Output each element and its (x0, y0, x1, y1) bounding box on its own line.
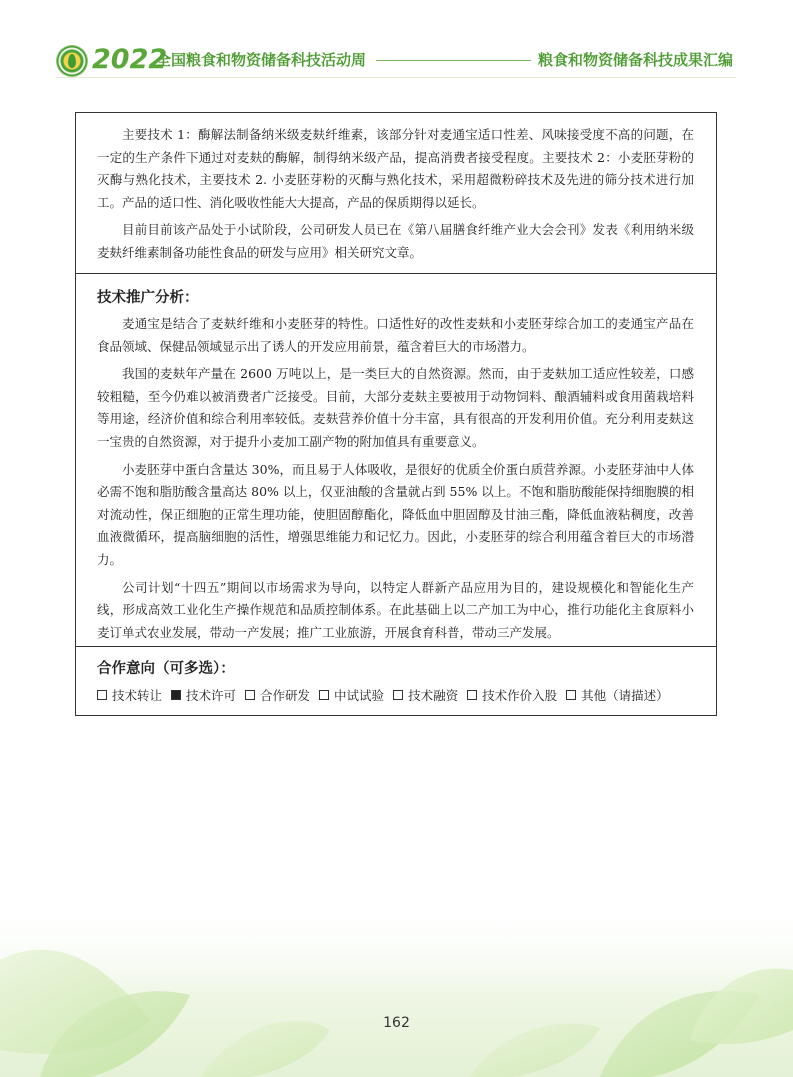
technology-description-section (76, 113, 716, 274)
option-tech-license[interactable] (171, 686, 236, 704)
paragraph: 公司计划“十四五”期间以市场需求为导向，以特定人群新产品应用为目的，建设规模化和智能化生产线，形成高效工业化生产操作规范和品质控制体系。在此基础上以二产加工为中心，推行功能化主食原料小麦订单式农业发展，带动一产发展；推广工业旅游，开展食育科普，带动三产发展。 (97, 579, 694, 640)
wheat-leaf-icon (68, 54, 76, 68)
event-title: 全国粮食和物资储备科技活动周 (156, 51, 367, 69)
checkbox-checked[interactable] (171, 690, 181, 700)
option-tech-financing[interactable] (393, 686, 458, 704)
footer-leaf-decoration (0, 900, 793, 1077)
checkbox[interactable] (245, 690, 255, 700)
page-number: 162 (383, 1015, 410, 1031)
cooperation-intent-section (76, 646, 716, 716)
option-other[interactable] (566, 686, 669, 704)
header-year: 2022 (92, 44, 168, 75)
collection-title: 粮食和物资储备科技成果汇编 (538, 51, 734, 69)
paragraph: 目前目前该产品处于小试阶段，公司研发人员已在《第八届膳食纤维产业大会会刊》发表《利用纳米级麦麸纤维素制备功能性食品的研发与应用》相关研究文章。 (97, 222, 694, 260)
paragraph: 我国的麦麸年产量在 2600 万吨以上，是一类巨大的自然资源。然而，由于麦麸加工适应性较差，口感较粗糙，至今仍难以被消费者广泛接受。目前，大部分麦麸主要被用于动物饲料、酿酒辅料或食用菌栽培料等用途，经济价值和综合利用率较低。麦麸营养价值十分丰富，具有很高的开发利用价值。充分利用麦麸这一宝贵的自然资源，对于提升小麦加工副产物的附加值具有重要意义。 (97, 366, 694, 449)
option-joint-rd[interactable] (245, 686, 310, 704)
header-divider-line (376, 60, 531, 61)
checkbox[interactable] (566, 690, 576, 700)
option-label: 合作研发 (260, 688, 311, 703)
option-tech-transfer[interactable] (97, 686, 162, 704)
cooperation-options (97, 686, 694, 704)
page-header (0, 0, 793, 80)
promotion-analysis-section (76, 273, 716, 647)
paragraph: 麦通宝是结合了麦麸纤维和小麦胚芽的特性。口适性好的改性麦麸和小麦胚芽综合加工的麦通宝产品在食品领域、保健品领域显示出了诱人的开发应用前景，蕴含着巨大的市场潜力。 (97, 316, 694, 354)
paragraph: 主要技术 1：酶解法制备纳米级麦麸纤维素，该部分针对麦通宝适口性差、风味接受度不高的问题，在一定的生产条件下通过对麦麸的酶解，制得纳米级产品，提高消费者接受程度。主要技术 2：小麦胚芽粉的灭酶与熟化技术，主要技术 2. 小麦胚芽粉的灭酶与熟化技术，采用超微粉碎技术及先进的筛分技术进行加工。产品的适口性、消化吸收性能大大提高，产品的保质期得以延长。 (97, 127, 694, 210)
option-label: 中试试验 (334, 688, 385, 703)
checkbox[interactable] (393, 690, 403, 700)
option-label: 其他（请描述） (581, 688, 669, 703)
checkbox[interactable] (467, 690, 477, 700)
option-label: 技术许可 (186, 688, 237, 703)
section-heading: 合作意向（可多选）： (97, 661, 235, 677)
checkbox[interactable] (97, 690, 107, 700)
option-label: 技术作价入股 (482, 688, 558, 703)
option-label: 技术转让 (112, 688, 163, 703)
option-tech-equity[interactable] (467, 686, 557, 704)
checkbox[interactable] (319, 690, 329, 700)
paragraph: 小麦胚芽中蛋白含量达 30%，而且易于人体吸收，是很好的优质全价蛋白质营养源。小麦胚芽油中人体必需不饱和脂肪酸含量高达 80% 以上，仅亚油酸的含量就占到 55% 以上。不饱和脂肪酸能保持细胞膜的相对流动性，保正细胞的正常生理功能，使胆固醇酯化，降低血中胆固醇及甘油三酯，降低血液粘稠度，改善血液微循环，提高脑细胞的活性，增强思维能力和记忆力。因此，小麦胚芽的综合利用蕴含着巨大的市场潜力。 (97, 461, 694, 567)
option-pilot-test[interactable] (319, 686, 384, 704)
option-label: 技术融资 (408, 688, 459, 703)
content-table (75, 112, 717, 716)
header-rule (56, 77, 736, 78)
section-heading: 技术推广分析： (97, 290, 199, 306)
